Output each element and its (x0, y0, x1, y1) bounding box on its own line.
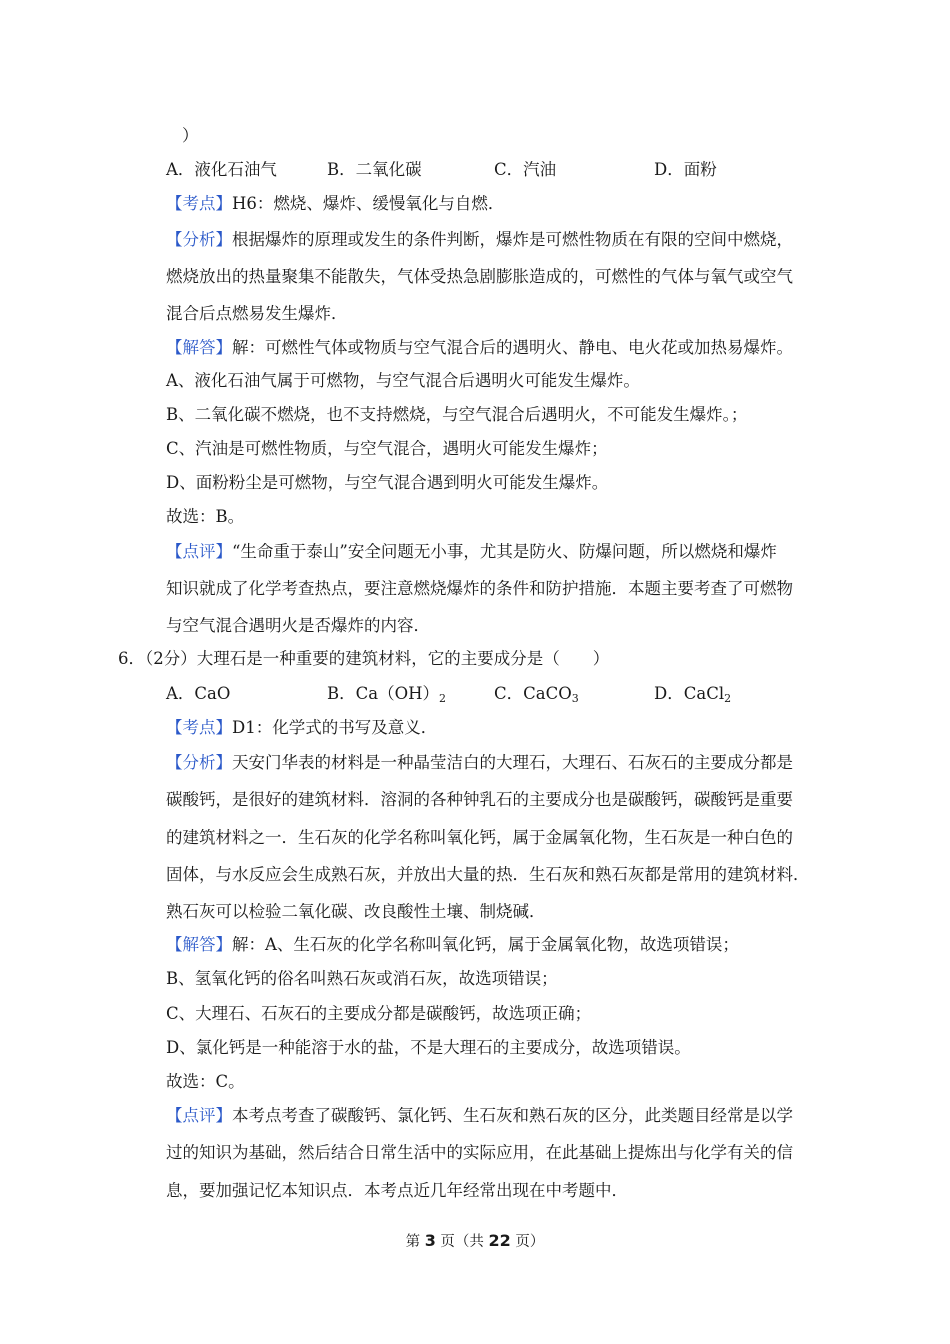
q6-jieda-line-1: 解：A、生石灰的化学名称叫氧化钙，属于金属氧化物，故选项错误； (232, 935, 739, 954)
q6-answer: 故选：C。 (166, 1072, 245, 1091)
q5-jieda-a: A、液化石油气属于可燃物，与空气混合后遇明火可能发生爆炸。 (166, 371, 640, 390)
q5-options (166, 160, 866, 180)
footer-prefix: 第 (405, 1234, 425, 1250)
q6-option-c-text: C．CaCO (494, 684, 572, 703)
q5-jieda-d: D、面粉粉尘是可燃物，与空气混合遇到明火可能发生爆炸。 (166, 473, 609, 492)
footer-middle: 页（共 (435, 1234, 489, 1250)
q5-fenxi-line-2: 燃烧放出的热量聚集不能散失，气体受热急剧膨胀造成的，可燃性的气体与氧气或空气 (166, 267, 793, 286)
q5-dianping-line-3: 与空气混合遇明火是否爆炸的内容． (166, 616, 430, 635)
q5-dianping-line-2: 知识就成了化学考查热点，要注意燃烧爆炸的条件和防护措施．本题主要考查了可燃物 (166, 579, 793, 598)
footer-total-pages: 22 (488, 1231, 511, 1250)
q5-option-c: C．汽油 (494, 160, 557, 179)
q5-option-d: D．面粉 (654, 160, 717, 179)
q6-dianping (166, 1106, 793, 1126)
q6-option-b-subscript: 2 (439, 692, 447, 705)
q6-fenxi-line-5: 熟石灰可以检验二氧化碳、改良酸性土壤、制烧碱． (166, 902, 546, 921)
q6-option-c-subscript: 3 (571, 692, 579, 705)
q6-options (166, 684, 866, 704)
q6-fenxi-line-1: 天安门华表的材料是一种晶莹洁白的大理石，大理石、石灰石的主要成分都是 (232, 753, 793, 772)
q6-dianping-line-3: 息，要加强记忆本知识点．本考点近几年经常出现在中考题中． (166, 1181, 628, 1200)
q5-kaodian-text: H6：燃烧、爆炸、缓慢氧化与自燃． (232, 194, 505, 213)
fenxi-tag: 【分析】 (166, 230, 232, 249)
q6-fenxi-line-2: 碳酸钙，是很好的建筑材料．溶洞的各种钟乳石的主要成分也是碳酸钙，碳酸钙是重要 (166, 790, 793, 809)
fenxi-tag: 【分析】 (166, 753, 232, 772)
dianping-tag: 【点评】 (166, 1106, 232, 1125)
q6-option-b (327, 684, 446, 704)
q5-stem-tail: ） (182, 126, 199, 145)
q6-fenxi-line-3: 的建筑材料之一．生石灰的化学名称叫氧化钙，属于金属氧化物，生石灰是一种白色的 (166, 828, 793, 847)
q5-jieda (166, 338, 793, 358)
jieda-tag: 【解答】 (166, 935, 232, 954)
q5-dianping (166, 542, 777, 562)
q5-fenxi-line-1: 根据爆炸的原理或发生的条件判断，爆炸是可燃性物质在有限的空间中燃烧， (232, 230, 793, 249)
q6-option-d-subscript: 2 (724, 692, 732, 705)
jieda-tag: 【解答】 (166, 338, 232, 357)
q6-stem: 6．（2分）大理石是一种重要的建筑材料，它的主要成分是（ ） (118, 649, 610, 668)
kaodian-tag: 【考点】 (166, 194, 232, 213)
footer-page-number: 3 (424, 1231, 436, 1250)
q5-answer: 故选：B。 (166, 507, 245, 526)
q6-jieda (166, 935, 739, 955)
q5-fenxi-line-3: 混合后点燃易发生爆炸． (166, 304, 348, 323)
q6-fenxi (166, 753, 793, 773)
q5-fenxi (166, 230, 793, 250)
q6-kaodian-text: D1：化学式的书写及意义． (232, 718, 438, 737)
q5-kaodian (166, 194, 504, 214)
q6-jieda-d: D、氯化钙是一种能溶于水的盐，不是大理石的主要成分，故选项错误。 (166, 1038, 691, 1057)
q6-option-b-text: B．Ca（OH） (327, 684, 440, 703)
kaodian-tag: 【考点】 (166, 718, 232, 737)
q5-dianping-line-1: “生命重于泰山”安全问题无小事，尤其是防火、防爆问题，所以燃烧和爆炸 (232, 542, 777, 561)
q6-fenxi-line-4: 固体，与水反应会生成熟石灰，并放出大量的热．生石灰和熟石灰都是常用的建筑材料． (166, 865, 810, 884)
q6-option-c (494, 684, 579, 704)
q6-jieda-b: B、氢氧化钙的俗名叫熟石灰或消石灰，故选项错误； (166, 969, 558, 988)
q6-dianping-line-1: 本考点考查了碳酸钙、氯化钙、生石灰和熟石灰的区分，此类题目经常是以学 (232, 1106, 793, 1125)
q6-option-d (654, 684, 731, 704)
q6-jieda-c: C、大理石、石灰石的主要成分都是碳酸钙，故选项正确； (166, 1004, 592, 1023)
dianping-tag: 【点评】 (166, 542, 232, 561)
q6-option-a: A．CaO (166, 684, 231, 703)
q5-jieda-b: B、二氧化碳不燃烧，也不支持燃烧，与空气混合后遇明火，不可能发生爆炸。； (166, 405, 748, 424)
q5-jieda-line-1: 解：可燃性气体或物质与空气混合后的遇明火、静电、电火花或加热易爆炸。 (232, 338, 793, 357)
q6-dianping-line-2: 过的知识为基础，然后结合日常生活中的实际应用，在此基础上提炼出与化学有关的信 (166, 1143, 793, 1162)
q5-jieda-c: C、汽油是可燃性物质，与空气混合，遇明火可能发生爆炸； (166, 439, 608, 458)
q5-option-a: A．液化石油气 (166, 160, 277, 179)
q6-kaodian (166, 718, 437, 738)
page-footer (0, 1230, 950, 1251)
q5-option-b: B．二氧化碳 (327, 160, 422, 179)
q6-option-d-text: D．CaCl (654, 684, 725, 703)
footer-suffix: 页） (510, 1234, 545, 1250)
